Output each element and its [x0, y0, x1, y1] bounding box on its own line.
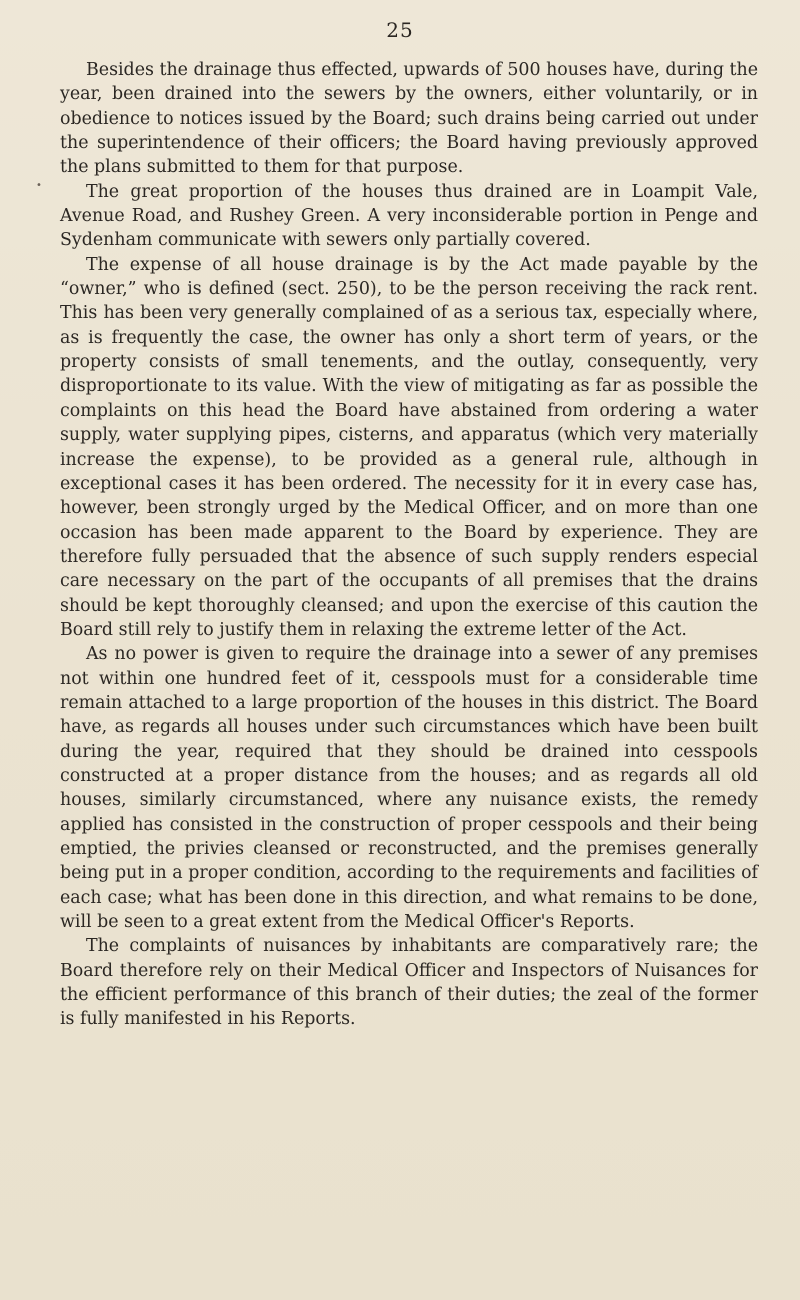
paragraph-4: As no power is given to require the drainage into a sewer of any premises not within one hundred feet of it, cesspools must for a considerable time remain attached to a large proportion of the houses in this district. The Board have, as regards all houses under such circumstances which have been built during the year, required that they should be drained into cesspools constructed at a proper distance from the houses; and as regards all old houses, similarly circumstanced, where any nuisance exists, the remedy applied has consisted in the construction of proper cesspools and their being emptied, the privies cleansed or reconstructed, and the premises generally being put in a proper condition, according to the requirements and facilities of each case; what has been done in this direction, and what remains to be done, will be seen to a great extent from the Medical Officer's Reports.: [60, 644, 758, 933]
paragraph-3: The expense of all house drainage is by the Act made payable by the “owner,” who is defined (sect. 250), to be the person receiving the rack rent. This has been very generally complained of as a serious tax, especially where, as is frequently the case, the owner has only a short term of years, or the property consists of small tenements, and the outlay, consequently, very disproportionate to its value. With the view of mitigating as far as possible the complaints on this head the Board have abstained from ordering a water supply, water supplying pipes, cisterns, and apparatus (which very materially increase the expense), to be provided as a general rule, although in exceptional cases it has been ordered. The necessity for it in every case has, however, been strongly urged by the Medical Officer, and on more than one occasion has been made apparent to the Board by experience. They are therefore fully persuaded that the absence of such supply renders especial care necessary on the part of the occupants of all premises that the drains should be kept thoroughly cleansed; and upon the exercise of this caution the Board still rely to justify them in relaxing the extreme letter of the Act.: [60, 254, 758, 640]
page-number: 25: [386, 18, 414, 42]
margin-mark: •: [36, 180, 42, 191]
paragraph-5: The complaints of nuisances by inhabitants are comparatively rare; the Board therefore rely on their Medical Officer and Inspectors of Nuisances for the efficient performance of this branch of their duties; the zeal of the former is fully manifested in his Reports.: [60, 936, 758, 1030]
paragraph-1: Besides the drainage thus effected, upwards of 500 houses have, during the year, been drained into the sewers by the owners, either voluntarily, or in obedience to notices issued by the Board; such drains being carried out under the superintendence of their officers; the Board having previously approved the plans submitted to them for that purpose.: [60, 60, 758, 178]
body-text: [60, 58, 758, 1032]
paragraph-2: The great proportion of the houses thus drained are in Loampit Vale, Avenue Road, and Rushey Green. A very inconsiderable portion in Penge and Sydenham communicate with sewers only partially covered.: [60, 181, 758, 251]
